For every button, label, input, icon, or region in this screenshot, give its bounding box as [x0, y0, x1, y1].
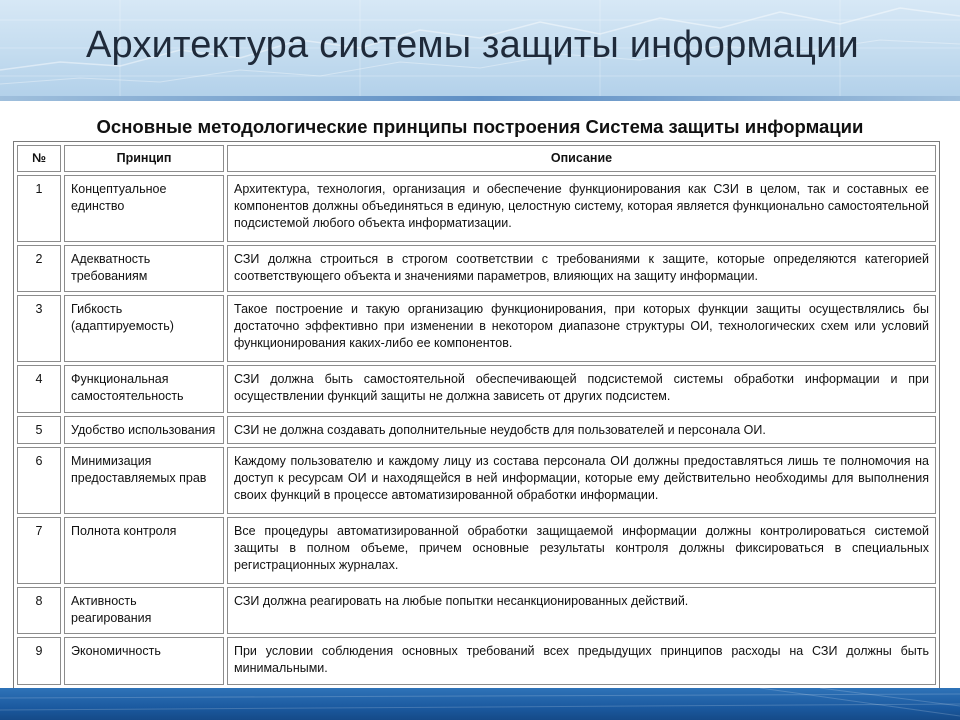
column-header-number: №	[17, 145, 61, 172]
row-principle: Минимизация предоставляемых прав	[64, 447, 224, 514]
row-number: 1	[17, 175, 61, 242]
row-principle: Активность реагирования	[64, 587, 224, 635]
row-principle: Полнота контроля	[64, 517, 224, 584]
row-number: 7	[17, 517, 61, 584]
slide-title: Архитектура системы защиты информации	[86, 24, 859, 66]
row-description: Архитектура, технология, организация и обеспечение функционирования как СЗИ в целом, так и составных ее компонентов должны объединяться в единую, целостную систему, которая является функционально самостоятельной подсистемой любого объекта информатизации.	[227, 175, 936, 242]
row-number: 3	[17, 295, 61, 362]
slide-subtitle: Основные методологические принципы построения Система защиты информации	[96, 116, 864, 137]
footer-decoration	[0, 688, 960, 720]
row-description: Такое построение и такую организацию функционирования, при которых функции защиты осуществлялись бы достаточно эффективно при изменении в некотором диапазоне структуры ОИ, технологических схем или условий функционирования каких-либо ее компонентов.	[227, 295, 936, 362]
row-description: СЗИ должна быть самостоятельной обеспечивающей подсистемой системы обработки информации и при осуществлении функций защиты не должна зависеть от других подсистем.	[227, 365, 936, 413]
row-principle: Удобство использования	[64, 416, 224, 445]
row-description: СЗИ должна строиться в строгом соответствии с требованиями к защите, которые определяются категорией соответствующего объекта и значениями параметров, влияющих на защиту информации.	[227, 245, 936, 293]
row-number: 9	[17, 637, 61, 685]
table-row	[17, 245, 936, 293]
row-number: 5	[17, 416, 61, 445]
table-row	[17, 365, 936, 413]
row-description: Все процедуры автоматизированной обработки защищаемой информации должны контролироваться системой защиты в полном объеме, причем основные результаты контроля должны фиксироваться в специальных регистрационных журналах.	[227, 517, 936, 584]
row-number: 4	[17, 365, 61, 413]
row-description: При условии соблюдения основных требований всех предыдущих принципов расходы на СЗИ должны быть минимальными.	[227, 637, 936, 685]
table-row	[17, 587, 936, 635]
slide-footer	[0, 688, 960, 720]
table-row	[17, 295, 936, 362]
row-principle: Гибкость (адаптируемость)	[64, 295, 224, 362]
table-row	[17, 447, 936, 514]
table-row	[17, 416, 936, 445]
header-divider	[0, 96, 960, 101]
row-principle: Экономичность	[64, 637, 224, 685]
table-row	[17, 175, 936, 242]
table-row	[17, 637, 936, 685]
column-header-principle: Принцип	[64, 145, 224, 172]
row-description: СЗИ не должна создавать дополнительные неудобств для пользователей и персонала ОИ.	[227, 416, 936, 445]
row-description: Каждому пользователю и каждому лицу из состава персонала ОИ должны предоставляться лишь те полномочия на доступ к ресурсам ОИ и находящейся в ней информации, которые ему действительно необходимы для выполнения своих функций в процессе автоматизированной обработки информации.	[227, 447, 936, 514]
row-number: 2	[17, 245, 61, 293]
row-number: 8	[17, 587, 61, 635]
table-row	[17, 517, 936, 584]
row-description: СЗИ должна реагировать на любые попытки несанкционированных действий.	[227, 587, 936, 635]
row-principle: Функциональная самостоятельность	[64, 365, 224, 413]
column-header-description: Описание	[227, 145, 936, 172]
row-principle: Адекватность требованиям	[64, 245, 224, 293]
table-header-row	[17, 145, 936, 172]
row-number: 6	[17, 447, 61, 514]
slide-header	[0, 0, 960, 96]
principles-table	[13, 141, 940, 689]
row-principle: Концептуальное единство	[64, 175, 224, 242]
